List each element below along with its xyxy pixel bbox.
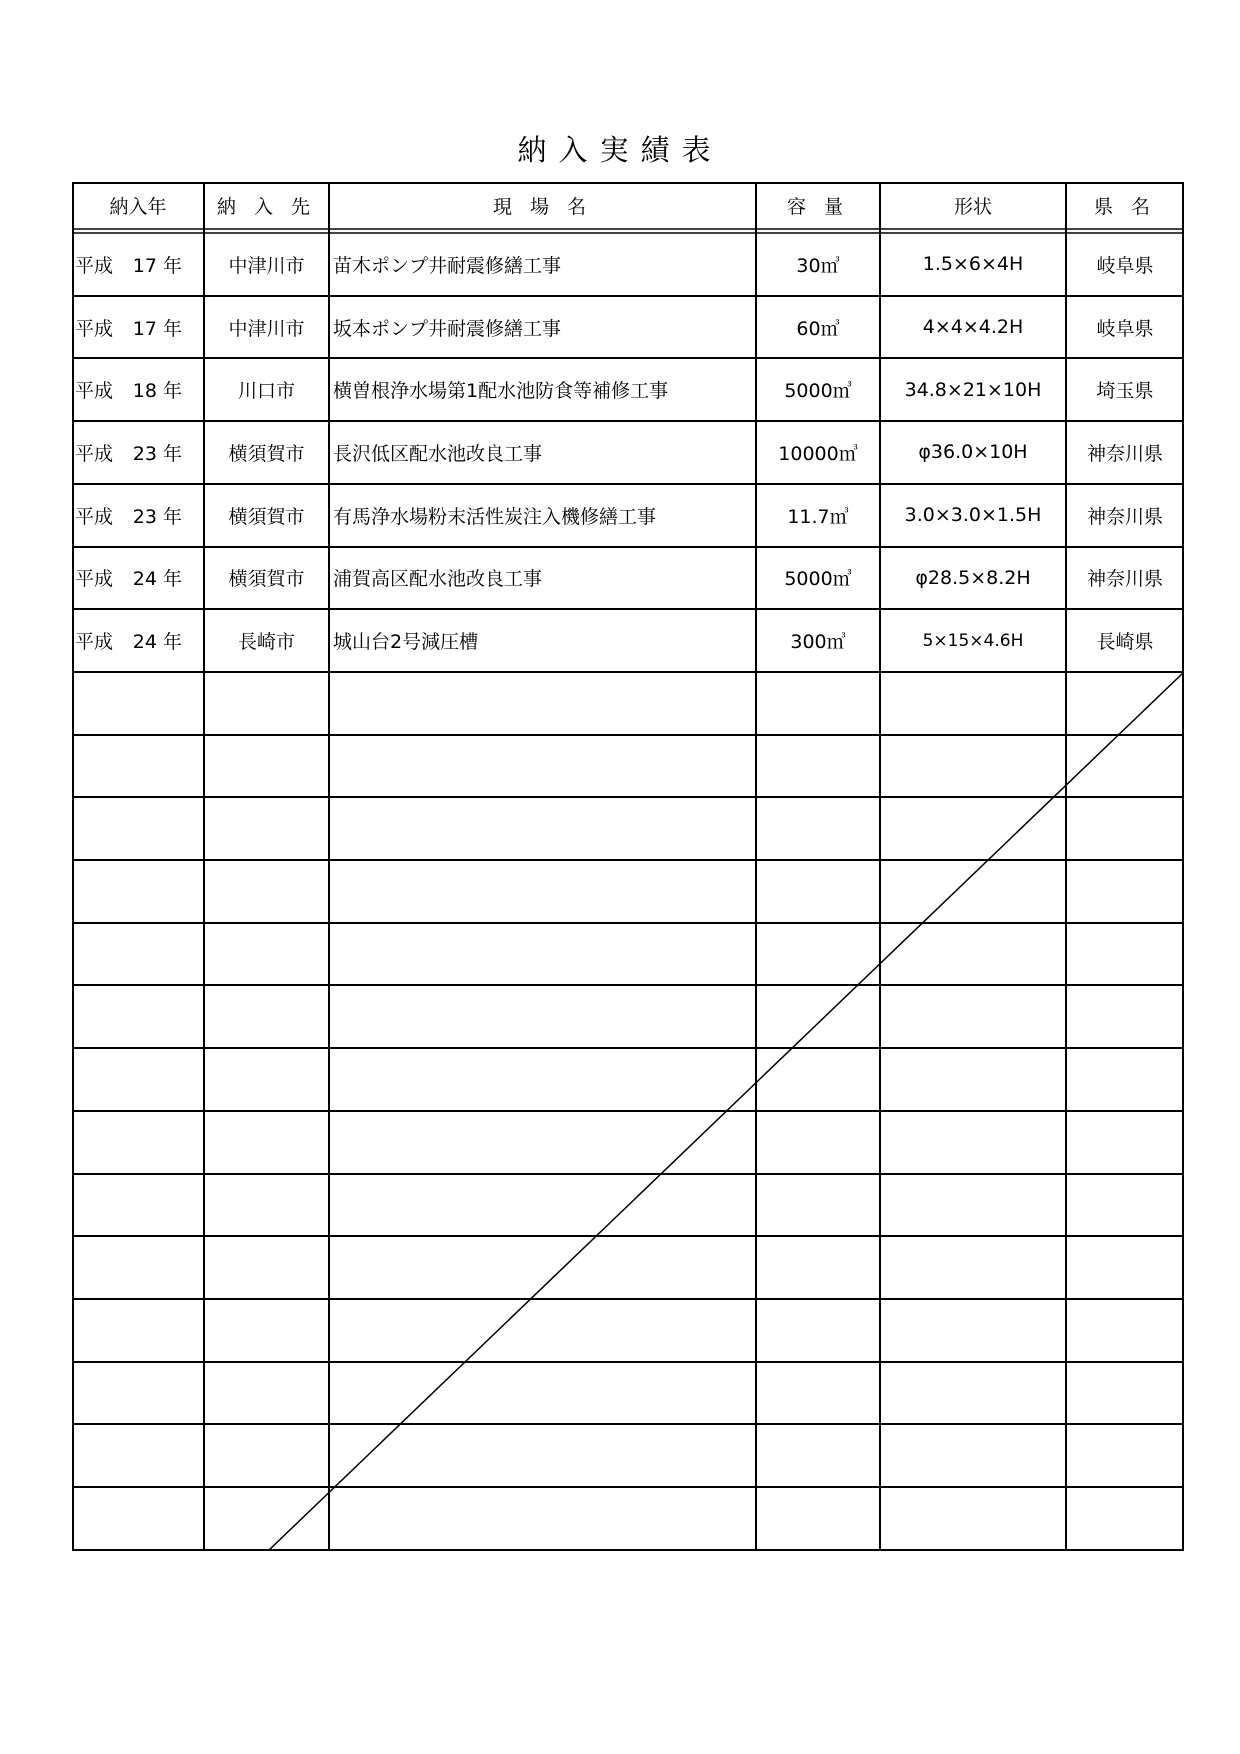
header-year: 納入年 [109, 196, 167, 218]
row-6-site: 浦賀高区配水池改良工事 [333, 568, 543, 591]
era-label: 平成 [75, 317, 114, 340]
row-5-site: 有馬浄水場粉末活性炭注入機修繕工事 [333, 505, 657, 528]
year-value: 24 年 [132, 568, 182, 591]
row-2-capacity: 60㎥ [796, 317, 840, 340]
row-1-year [72, 233, 204, 296]
row-2-site: 坂本ポンプ井耐震修繕工事 [333, 317, 562, 340]
row-3-site: 横曽根浄水場第1配水池防食等補修工事 [333, 380, 669, 403]
era-label: 平成 [75, 505, 114, 528]
row-3-capacity: 5000㎥ [784, 380, 852, 403]
row-6-capacity: 5000㎥ [784, 568, 852, 591]
row-4-capacity: 10000㎥ [778, 442, 858, 465]
header-prefecture: 県 名 [1093, 196, 1157, 218]
row-6-client: 横須賀市 [228, 568, 305, 591]
row-1-site: 苗木ポンプ井耐震修繕工事 [333, 254, 562, 277]
row-5-capacity: 11.7㎥ [787, 505, 849, 528]
row-5-shape: 3.0×3.0×1.5H [904, 504, 1042, 527]
row-3-year [72, 358, 204, 421]
year-value: 17 年 [132, 317, 182, 340]
row-4-prefecture: 神奈川県 [1086, 442, 1163, 465]
row-2-client: 中津川市 [228, 317, 305, 340]
era-label: 平成 [75, 568, 114, 591]
row-6-prefecture: 神奈川県 [1086, 568, 1163, 591]
row-2-year [72, 296, 204, 359]
era-label: 平成 [75, 380, 114, 403]
era-label: 平成 [75, 442, 114, 465]
row-7-site: 城山台2号減圧槽 [333, 631, 479, 654]
row-3-shape: 34.8×21×10H [904, 378, 1042, 401]
header-client: 納 入 先 [216, 196, 317, 218]
row-2-prefecture: 岐阜県 [1096, 317, 1154, 340]
row-3-prefecture: 埼玉県 [1096, 380, 1154, 403]
row-5-year [72, 484, 204, 547]
year-value: 17 年 [132, 254, 182, 277]
row-2-shape: 4×4×4.2H [922, 316, 1024, 339]
year-value: 18 年 [132, 380, 182, 403]
year-value: 23 年 [132, 442, 182, 465]
row-1-client: 中津川市 [228, 254, 305, 277]
era-label: 平成 [75, 254, 114, 277]
row-6-shape: φ28.5×8.2H [915, 566, 1031, 589]
row-7-client: 長崎市 [237, 631, 295, 654]
row-5-client: 横須賀市 [228, 505, 305, 528]
row-4-site: 長沢低区配水池改良工事 [333, 442, 543, 465]
page-title: 納入実績表 [517, 133, 723, 167]
row-4-client: 横須賀市 [228, 442, 305, 465]
row-4-year [72, 421, 204, 484]
delivery-record-table [72, 182, 1184, 1551]
row-6-year [72, 547, 204, 610]
header-capacity: 容 量 [786, 196, 850, 218]
row-1-shape: 1.5×6×4H [922, 253, 1024, 276]
header-shape: 形状 [953, 196, 992, 218]
row-1-capacity: 30㎥ [796, 254, 840, 277]
header-site: 現 場 名 [492, 196, 593, 218]
row-3-client: 川口市 [237, 380, 295, 403]
year-value: 24 年 [132, 631, 182, 654]
row-5-prefecture: 神奈川県 [1086, 505, 1163, 528]
row-7-capacity: 300㎥ [790, 631, 846, 654]
era-label: 平成 [75, 631, 114, 654]
row-4-shape: φ36.0×10H [918, 441, 1028, 464]
row-7-shape: 5×15×4.6H [922, 630, 1024, 651]
row-7-year [72, 609, 204, 672]
row-1-prefecture: 岐阜県 [1096, 254, 1154, 277]
year-value: 23 年 [132, 505, 182, 528]
row-7-prefecture: 長崎県 [1096, 631, 1154, 654]
